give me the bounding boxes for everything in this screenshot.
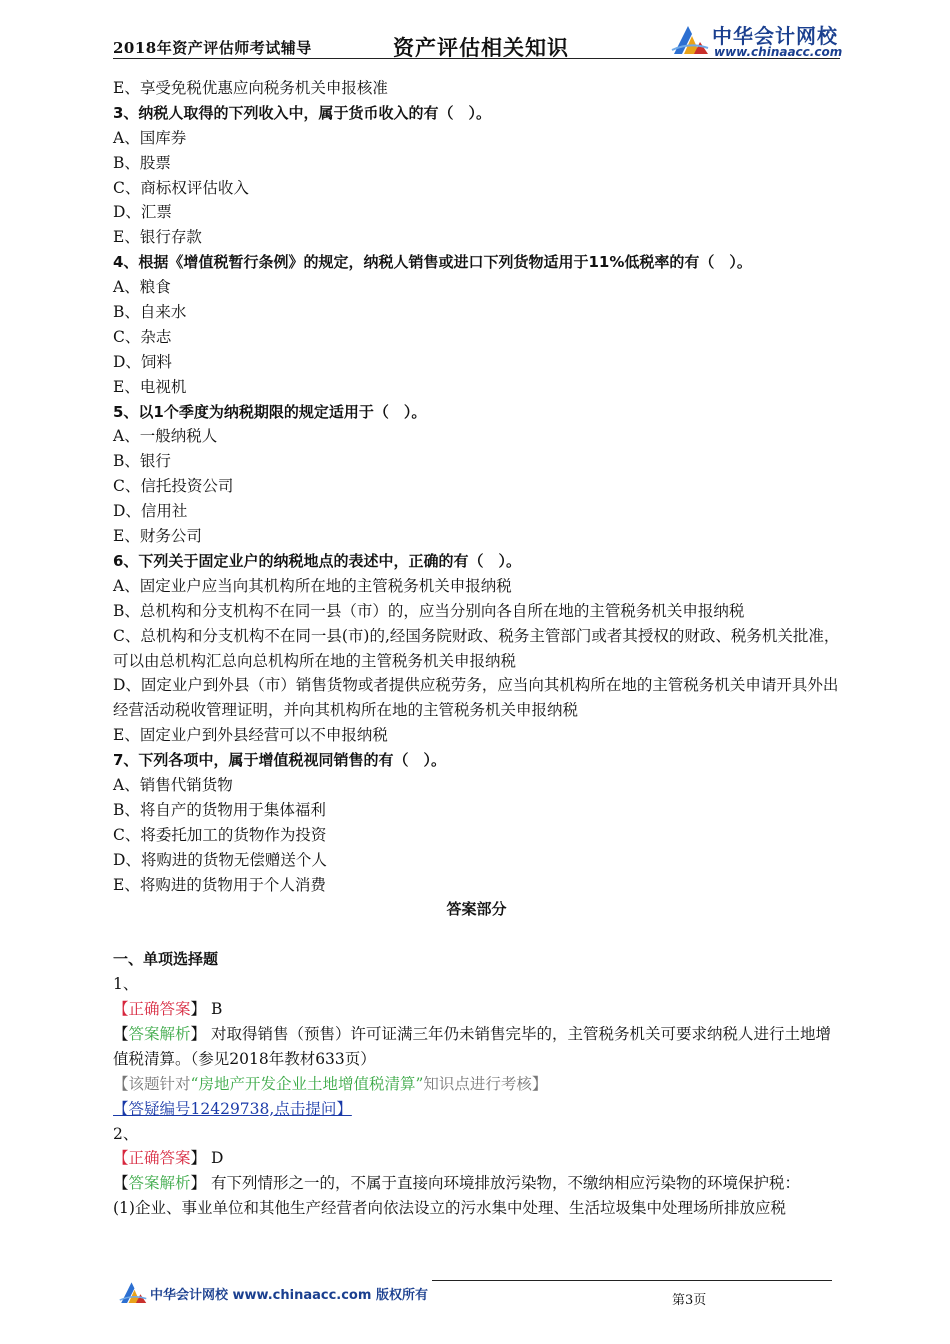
question-3-stem: 3、纳税人取得的下列收入中，属于货币收入的有（ ）。 <box>113 103 491 122</box>
question-4-option-c: C、杂志 <box>113 327 172 346</box>
answer-1-note-suffix: 知识点进行考核】 <box>423 1074 548 1093</box>
question-6-option-c: C、总机构和分支机构不在同一县(市)的,经国务院财政、税务主管部门或者其授权的财政、税务机关批准，可以由总机构汇总向总机构所在地的主管税务机关申报纳税 <box>113 626 840 670</box>
answer-1-correct <box>113 997 840 1022</box>
question-3-option-e: E、银行存款 <box>113 228 202 247</box>
header-divider <box>113 58 840 59</box>
answer-2-bracket-close: 】 <box>190 1149 207 1168</box>
answer-1-bracket-open: 【 <box>113 1000 129 1019</box>
spacer <box>113 922 840 947</box>
answer-2-bracket-open: 【 <box>113 1149 129 1168</box>
question-5-option-b: B、银行 <box>113 452 171 471</box>
answer-2-analysis-close: 】 <box>190 1174 207 1193</box>
question-6-option-a: A、固定业户应当向其机构所在地的主管税务机关申报纳税 <box>113 576 512 595</box>
answer-1-analysis <box>113 1022 840 1072</box>
answer-1-question-link-row <box>113 1097 840 1122</box>
answer-1-analysis-label: 答案解析 <box>128 1024 191 1043</box>
answer-1-correct-value: B <box>210 1000 223 1019</box>
question-3-option-a: A、国库券 <box>113 128 187 147</box>
header-subject-title: 资产评估相关知识 <box>393 35 569 60</box>
question-5-stem: 5、以1个季度为纳税期限的规定适用于（ ）。 <box>113 402 427 421</box>
footer-divider <box>432 1280 832 1281</box>
answer-2-analysis-label: 答案解析 <box>128 1174 191 1193</box>
answer-1-note-topic: “房地产开发企业土地增值税清算” <box>190 1074 424 1093</box>
question-3-option-b: B、股票 <box>113 153 171 172</box>
answer-2-analysis <box>113 1171 840 1196</box>
question-6-option-d: D、固定业户到外县（市）销售货物或者提供应税劳务，应当向其机构所在地的主管税务机关申请开具外出经营活动税收管理证明，并向其机构所在地的主管税务机关申报纳税 <box>113 676 839 720</box>
answer-1-analysis-close: 】 <box>190 1024 207 1043</box>
page-number: 第3页 <box>672 1293 707 1308</box>
prev-question-option-e: E、享受免税优惠应向税务机关申报核准 <box>113 79 388 97</box>
answer-1-analysis-open: 【 <box>113 1024 129 1043</box>
answer-2-correct-label: 正确答案 <box>128 1149 191 1168</box>
brand-logo-url: www.chinaacc.com <box>714 45 843 59</box>
question-4-option-d: D、饲料 <box>113 352 172 371</box>
question-6-option-b: B、总机构和分支机构不在同一县（市）的，应当分别向各自所在地的主管税务机关申报纳税 <box>113 601 745 620</box>
answer-2-analysis-continued: (1)企业、事业单位和其他生产经营者向依法设立的污水集中处理、生活垃圾集中处理场所排放应税 <box>113 1199 786 1218</box>
question-5-option-d: D、信用社 <box>113 502 188 521</box>
question-7-stem: 7、下列各项中，属于增值税视同销售的有（ ）。 <box>113 751 446 770</box>
page-header <box>0 0 950 66</box>
answer-2-correct <box>113 1146 840 1171</box>
question-4-option-b: B、自来水 <box>113 303 187 322</box>
brand-logo-icon <box>670 20 710 58</box>
question-7-option-d: D、将购进的货物无偿赠送个人 <box>113 850 327 869</box>
answer-1-correct-label: 正确答案 <box>128 1000 191 1019</box>
answer-2-number: 2、 <box>113 1124 139 1143</box>
answer-1-number: 1、 <box>113 975 139 994</box>
question-4-option-a: A、粮食 <box>113 278 171 297</box>
brand-logo-name: 中华会计网校 <box>712 24 838 48</box>
answer-2-analysis-text: 有下列情形之一的，不属于直接向环境排放污染物，不缴纳相应污染物的环境保护税： <box>210 1174 800 1193</box>
answer-2-analysis-open: 【 <box>113 1174 129 1193</box>
question-3-option-c: C、商标权评估收入 <box>113 178 249 197</box>
footer-logo-icon <box>118 1278 148 1306</box>
answer-1-note-prefix: 【该题针对 <box>113 1074 191 1093</box>
page-footer <box>0 1270 950 1330</box>
question-7-option-c: C、将委托加工的货物作为投资 <box>113 825 327 844</box>
answer-1-bracket-close: 】 <box>190 1000 207 1019</box>
question-5-option-c: C、信托投资公司 <box>113 477 234 496</box>
answer-1-analysis-text: 对取得销售（预售）许可证满三年仍未销售完毕的，主管税务机关可要求纳税人进行土地增值税清算。（参见2018年教材633页） <box>113 1024 831 1068</box>
answer-section-title: 答案部分 <box>446 900 507 919</box>
answer-1-question-link[interactable]: 【答疑编号12429738,点击提问】 <box>113 1099 352 1118</box>
question-3-option-d: D、汇票 <box>113 203 172 222</box>
question-7-option-a: A、销售代销货物 <box>113 776 233 794</box>
question-7-option-e: E、将购进的货物用于个人消费 <box>113 875 326 894</box>
question-7-option-b: B、将自产的货物用于集体福利 <box>113 800 326 819</box>
footer-copyright: 中华会计网校 www.chinaacc.com 版权所有 <box>150 1288 428 1303</box>
question-6-stem: 6、下列关于固定业户的纳税地点的表述中，正确的有（ ）。 <box>113 551 521 570</box>
question-5-option-a: A、一般纳税人 <box>113 427 218 446</box>
answer-1-topic-note <box>113 1072 840 1097</box>
document-body <box>113 76 840 1221</box>
brand-logo[interactable] <box>670 18 845 60</box>
question-5-option-e: E、财务公司 <box>113 527 202 546</box>
header-exam-title: 2018年资产评估师考试辅导 <box>113 39 312 57</box>
answer-2-correct-value: D <box>210 1149 224 1168</box>
question-4-option-e: E、电视机 <box>113 377 187 396</box>
question-6-option-e: E、固定业户到外县经营可以不申报纳税 <box>113 726 388 745</box>
answer-subsection-title: 一、单项选择题 <box>113 950 219 969</box>
question-4-stem: 4、根据《增值税暂行条例》的规定，纳税人销售或进口下列货物适用于11%低税率的有（ ）。 <box>113 253 752 272</box>
